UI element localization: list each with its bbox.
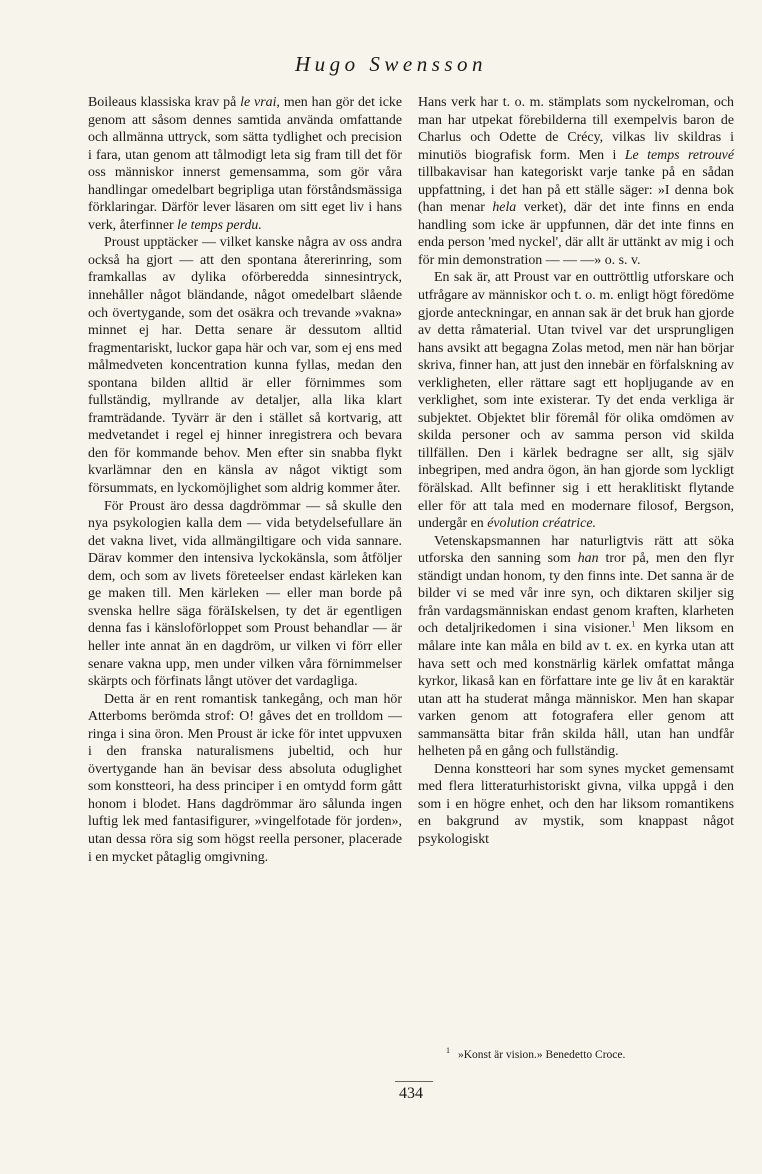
paragraph [418, 94, 734, 269]
paragraph: Denna konstteori har som synes mycket gemensamt med flera litteraturhistoriskt givna, vilka uppgå i den som i en högre enhet, och den har liksom romantikens en bakgrund av mystik, som knappast något psykologiskt [418, 761, 734, 847]
italic-text: han [577, 551, 599, 567]
right-column [418, 94, 734, 849]
text-run: Men liksom en målare inte kan måla en bild av t. ex. en kyrka utan att hava sett och med konstnärlig kärlek omfattat många kyrkor, likaså kan en författare inte ge liv åt en karaktär utan att ha studerat många människor. Men han skapar varken genom att fotografera eller genom att sammansätta bitar från skilda håll, utan han undfår helheten på en gång och fullständig. [418, 621, 734, 760]
paragraph [418, 533, 734, 761]
paragraph: För Proust äro dessa dagdrömmar — så skulle den nya psykologien kalla dem — vida betydelsefullare än det vakna livet, vida allmängiltigare och vida sannare. Därav kommer den intensiva lyckokänsla, som åtföljer dem, och som av livets företeelser endast kärleken kan ge maken till. Men kärleken — eller man borde på svenska hellre säga föräIskelsen, ty det är egentligen denna fas i känsloförloppet som Proust behandlar — är heller inte annat än en dagdröm, ur vilken vi förr eller senare vakna upp, men under vilken våra förnimmelser skärpts och förfinats långt utöver det vardagliga. [88, 498, 402, 690]
text-run: tillbakavisar han kategoriskt varje tanke på en sådan uppfattning, i det han på ett ställe säger: »I denna bok (han menar [418, 165, 734, 216]
text-run: verket), där det inte finns en enda handling som icke är uppfunnen, där det inte finns en enda person 'med nyckel', där allt är uttänkt av mig i och för min demonstration — — —» o. s. v. [418, 200, 734, 268]
page-number: 434 [399, 1085, 423, 1102]
italic-text: Le temps retrouvé [624, 147, 734, 163]
text-run: men han gör det icke genom att såsom dennes samtida använda omfattande och allmänna uttryck, som sätta tydlighet och precision i fara, utan genom att tålmodigt leta sig fram till det för oss människor innerst gemensamma, som gör våra handlingar omedelbart begripliga utan förståndsmässiga förklaringar. Därför lever läsaren om sitt eget liv i hans verk, återfinner [88, 95, 402, 233]
italic-text: le vrai, [240, 95, 280, 110]
left-column [88, 94, 402, 866]
footnote-mark: 1 [446, 1046, 450, 1055]
text-run: En sak är, att Proust var en outtröttlig utforskare och utfrågare av människor och t. o. m. enligt högt föredöme gjorde anteckningar, en annan sak är det bruk han gjorde av detta råmaterial. Utan tvivel var det ursprungligen hans avsikt att begagna Zolas metod, men när han börjar skriva, finner han, att just den innebär en förfalskning av verkligheten, eller rättare sagt ett hopljugande av en verklighet, som inte existerar. Ty det enda verkliga är subjektet. Objektet blir föremål för olika omdömen av skilda personer och av samma person vid skilda tillfällen. Den i kärlek bedragne ser allt, sig själv inbegripen, med andra ögon, än han gjorde som lyckligt förälskad. Allt befinner sig i ett heraklitiskt flytande eller för att tala med en modernare filosof, Bergson, undergår en [418, 270, 734, 532]
paragraph [418, 269, 734, 532]
italic-text: le temps perdu. [177, 217, 262, 233]
page-number-rule [395, 1081, 433, 1082]
footnote-reference[interactable]: 1 [631, 619, 636, 629]
footnote-text: »Konst är vision.» Benedetto Croce. [458, 1048, 626, 1061]
italic-text: hela [492, 200, 517, 216]
text-run: Boileaus klassiska krav på [88, 95, 241, 110]
running-head: Hugo Swensson [294, 52, 488, 76]
text-run: Vetenskapsmannen har naturligtvis rätt att söka utforska den sanning som [418, 533, 734, 567]
paragraph [88, 94, 402, 234]
italic-text: évolution créatrice. [487, 516, 596, 532]
text-run: Hans verk har t. o. m. stämplats som nyckelroman, och man har utpekat förebilderna till exempelvis baron de Charlus och Odette de Crécy, vilkas liv skildras i minutiös biografisk form. Men i [418, 95, 734, 163]
paragraph: Proust upptäcker — vilket kanske några av oss andra också ha gjort — att den spontana återerinring, som framkallas av dylika oförberedda sinnesintryck, innehåller något bländande, något omedelbart slående och övertygande, som det osäkra och trevande »vakna» minnet ej har. Detta senare är dessutom alltid fragmentariskt, luckor gapa här och var, som ej ens med målmedveten koncentration kunna fyllas, medan den spontana bilden alltid är eller förnimmes som fullständig, myllrande av detaljer, alla lika klart framträdande. Tyvärr är den i stället så kortvarig, att medvetandet i regel ej hinner inregistrera och bevara den för kommande behov. Men efter sin snabba flykt kvarlämnar den en känsla av något viktigt som försummats, en lyckomöjlighet som aldrig kommer åter. [88, 235, 402, 497]
footnote [446, 1044, 625, 1062]
text-run: tror på, men den flyr ständigt undan honom, ty den finns inte. Det sanna är de bilder vi se med vår inre syn, och diktaren skiljer sig från vardagsmänniskan endast genom kraften, klarheten och detaljrikedomen i sina visioner. [418, 551, 734, 637]
paragraph: Detta är en rent romantisk tankegång, och man hör Atterboms berömda strof: O! gåves det en trolldom — ringa i sina öron. Men Proust är icke för intet uppvuxen i den franska naturalismens jubeltid, och hur övertygande han än bevisar dess absoluta oduglighet som konstteori, ha dess principer i en omtydd form gått honom i blodet. Hans dagdrömmar äro sålunda ingen luftig lek med fantasifigurer, »vingelfotade för jorden», utan dessa röra sig som högst reella personer, placerade i en mycket påtaglig omgivning. [88, 691, 402, 865]
